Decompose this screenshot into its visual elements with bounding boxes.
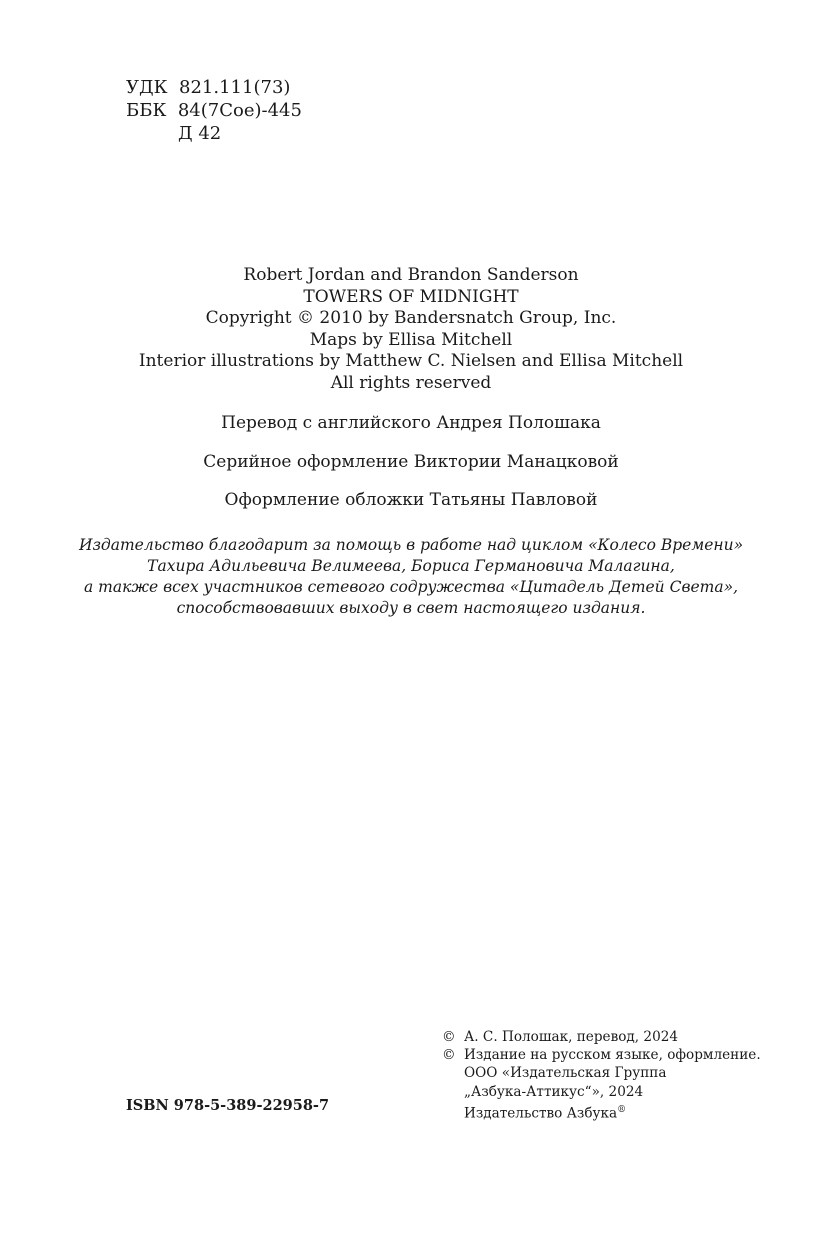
illustrations-credit: Interior illustrations by Matthew C. Nielsen and Ellisa Mitchell bbox=[138, 351, 684, 372]
translation-copyright: А. С. Полошак, перевод, 2024 bbox=[464, 1029, 679, 1045]
udk-value: 821.111(73) bbox=[179, 77, 291, 98]
translation-credit: Перевод с английского Андрея Полошака bbox=[221, 413, 601, 433]
acknowledgement-line: а также всех участников сетевого содружества «Цитадель Детей Света», bbox=[84, 578, 738, 596]
maps-credit: Maps by Ellisa Mitchell bbox=[309, 329, 513, 350]
acknowledgement-line: способствовавших выходу в свет настоящего издания. bbox=[176, 599, 646, 617]
edition-copyright: Издание на русском языке, оформление. bbox=[464, 1047, 761, 1064]
registered-mark: ® bbox=[617, 1104, 627, 1115]
imprint-line bbox=[442, 1101, 761, 1123]
classification-block bbox=[126, 76, 302, 145]
publisher-line: „Азбука-Аттикус“», 2024 bbox=[464, 1083, 644, 1100]
bbk-value: 84(7Сое)-445 bbox=[177, 100, 302, 121]
original-title: TOWERS OF MIDNIGHT bbox=[303, 286, 519, 307]
cover-design-credit: Оформление обложки Татьяны Павловой bbox=[224, 490, 598, 510]
copyright-symbol: © bbox=[442, 1029, 456, 1045]
acknowledgement-line: Тахира Адильевича Велимеева, Бориса Германовича Малагина, bbox=[147, 557, 675, 575]
original-credits bbox=[0, 265, 822, 395]
isbn: ISBN 978-5-389-22958-7 bbox=[126, 1097, 330, 1114]
acknowledgement bbox=[0, 535, 822, 619]
author-mark: Д 42 bbox=[178, 123, 222, 144]
bbk-label: ББК bbox=[126, 100, 167, 121]
imprint-name: Издательство Азбука bbox=[464, 1105, 618, 1122]
acknowledgement-line: Издательство благодарит за помощь в работе над циклом «Колесо Времени» bbox=[78, 536, 744, 554]
rights-reserved: All rights reserved bbox=[330, 372, 492, 393]
authors-line: Robert Jordan and Brandon Sanderson bbox=[243, 265, 579, 285]
bbk-row bbox=[126, 99, 302, 122]
publisher-line: ООО «Издательская Группа bbox=[464, 1065, 667, 1082]
series-design-credit: Серийное оформление Виктории Манацковой bbox=[203, 452, 619, 472]
edition-copyright-row bbox=[442, 1046, 761, 1064]
translation-copyright-row bbox=[442, 1028, 761, 1046]
copyright-notices bbox=[442, 1028, 761, 1123]
udk-label: УДК bbox=[126, 77, 168, 98]
copyright-symbol: © bbox=[442, 1047, 456, 1064]
udk-row bbox=[126, 76, 302, 99]
copyright-original: Copyright © 2010 by Bandersnatch Group, Inc. bbox=[205, 308, 617, 329]
